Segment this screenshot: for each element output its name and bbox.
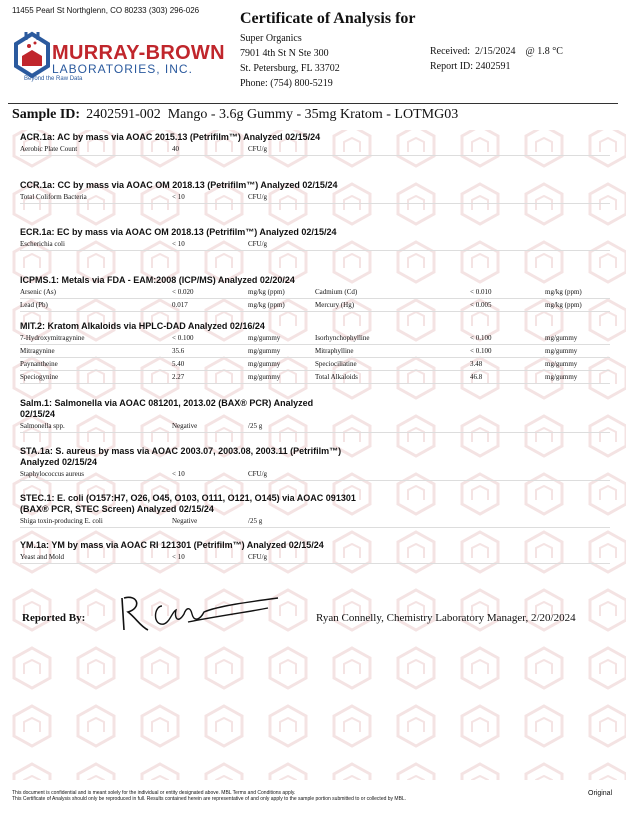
analyte-name: Arsenic (As) xyxy=(20,288,56,296)
footer-line-1: This document is confidential and is meant solely for the individual or entity designated above. MBL Terms and Conditions apply. xyxy=(12,790,296,796)
result-unit: mg/gummy xyxy=(545,373,578,381)
analysis-section xyxy=(20,493,610,528)
analysis-section xyxy=(20,275,610,312)
result-value: 40 xyxy=(172,145,179,153)
analysis-section-title: ACR.1a: AC by mass via AOAC 2015.13 (Petrifilm™) Analyzed 02/15/24 xyxy=(20,132,321,142)
result-value: < 0.020 xyxy=(172,288,194,296)
result-value: < 0.005 xyxy=(470,301,492,309)
analysis-section-title: STEC.1: E. coli (O157:H7, O26, O45, O103, O111, O121, O145) via AOAC 091301 (BAX® PCR, STEC Screen) Analyzed 02/15/24 xyxy=(20,493,356,514)
result-value: < 10 xyxy=(172,240,185,248)
result-value: < 0.100 xyxy=(470,334,492,342)
flask-icon xyxy=(16,32,48,76)
analysis-section-title: MIT.2: Kratom Alkaloids via HPLC-DAD Analyzed 02/16/24 xyxy=(20,321,265,331)
analysis-section xyxy=(20,446,610,481)
result-value: Negative xyxy=(172,422,198,430)
analysis-section xyxy=(20,132,610,156)
analyte-name: Salmonella spp. xyxy=(20,422,65,430)
analyte-name: Escherichia coli xyxy=(20,240,65,248)
customer-block xyxy=(240,31,340,91)
original-label: Original xyxy=(588,790,613,797)
result-value: < 10 xyxy=(172,470,185,478)
analyte-name: Mercury (Hg) xyxy=(315,301,355,309)
result-row xyxy=(20,238,610,251)
result-row xyxy=(20,358,610,371)
analysis-section-title: ICPMS.1: Metals via FDA - EAM:2008 (ICP/MS) Analyzed 02/20/24 xyxy=(20,275,295,285)
result-row xyxy=(20,371,610,384)
result-value: < 0.100 xyxy=(470,347,492,355)
lab-address: 11455 Pearl St Northglenn, CO 80233 (303) 296-026 xyxy=(12,6,200,15)
analysis-section xyxy=(20,540,610,564)
result-row xyxy=(20,286,610,299)
analyte-name: 7-Hydroxymitragynine xyxy=(20,334,85,342)
result-unit: /25 g xyxy=(248,422,263,430)
footer-disclaimer xyxy=(12,790,406,802)
result-row xyxy=(20,551,610,564)
result-row xyxy=(20,299,610,312)
sample-id-value: 2402591-002 Mango - 3.6g Gummy - 35mg Kratom - LOTMG03 xyxy=(86,107,459,122)
result-unit: mg/kg (ppm) xyxy=(248,301,285,309)
logo-wordmark: MURRAY-BROWN xyxy=(52,42,225,64)
analysis-section-title: YM.1a: YM by mass via AOAC RI 121301 (Petrifilm™) Analyzed 02/15/24 xyxy=(20,540,324,550)
result-unit: CFU/g xyxy=(248,470,268,478)
result-unit: mg/gummy xyxy=(248,347,281,355)
result-row xyxy=(20,420,610,433)
result-unit: mg/kg (ppm) xyxy=(248,288,285,296)
analyte-name: Paynantheine xyxy=(20,360,58,368)
analyte-name: Lead (Pb) xyxy=(20,301,48,309)
analysis-section-title: STA.1a: S. aureus by mass via AOAC 2003.07, 2003.08, 2003.11 (Petrifilm™) Analyzed 02/15/24 xyxy=(20,446,342,467)
result-unit: CFU/g xyxy=(248,193,268,201)
result-value: 2.27 xyxy=(172,373,185,381)
analyte-name: Mitraphylline xyxy=(315,347,354,355)
result-value: 46.8 xyxy=(470,373,483,381)
analysis-section xyxy=(20,180,610,204)
sample-id-label: Sample ID: xyxy=(12,107,81,122)
result-unit: mg/kg (ppm) xyxy=(545,288,582,296)
analyte-name: Total Coliform Bacteria xyxy=(20,193,87,201)
customer-city: St. Petersburg, FL 33702 xyxy=(240,63,340,74)
analyte-name: Cadmium (Cd) xyxy=(315,288,358,296)
analyte-name: Speciociliatine xyxy=(315,360,357,368)
result-value: Negative xyxy=(172,517,198,525)
result-unit: mg/gummy xyxy=(248,360,281,368)
result-unit: mg/gummy xyxy=(248,373,281,381)
result-unit: mg/kg (ppm) xyxy=(545,301,582,309)
result-value: 3.48 xyxy=(470,360,483,368)
analysis-section xyxy=(20,321,610,384)
customer-street: 7901 4th St N Ste 300 xyxy=(240,48,329,59)
customer-name: Super Organics xyxy=(240,33,302,44)
page-title: Certificate of Analysis for xyxy=(240,10,416,27)
analyte-name: Shiga toxin-producing E. coli xyxy=(20,517,103,525)
receipt-block xyxy=(430,44,563,74)
result-value: < 0.100 xyxy=(172,334,194,342)
analysis-section xyxy=(20,398,610,433)
result-value: 5.40 xyxy=(172,360,185,368)
result-unit: /25 g xyxy=(248,517,263,525)
result-row xyxy=(20,191,610,204)
result-row xyxy=(20,515,610,528)
lab-logo xyxy=(10,26,225,86)
result-value: 0.017 xyxy=(172,301,188,309)
result-value: < 0.010 xyxy=(470,288,492,296)
logo-subtitle: LABORATORIES, INC. xyxy=(52,62,193,76)
analysis-section-title: CCR.1a: CC by mass via AOAC OM 2018.13 (Petrifilm™) Analyzed 02/15/24 xyxy=(20,180,338,190)
result-row xyxy=(20,468,610,481)
analyte-name: Aerobic Plate Count xyxy=(20,145,78,153)
reported-by-name: Ryan Connelly, Chemistry Laboratory Manager, 2/20/2024 xyxy=(316,612,576,624)
result-row xyxy=(20,143,610,156)
result-unit: CFU/g xyxy=(248,240,268,248)
result-unit: mg/gummy xyxy=(545,360,578,368)
analyte-name: Speciogynine xyxy=(20,373,59,381)
sample-id-line xyxy=(12,107,458,123)
logo-tagline: Beyond the Raw Data xyxy=(24,76,83,82)
result-value: 35.6 xyxy=(172,347,185,355)
result-unit: CFU/g xyxy=(248,145,268,153)
analysis-section-title: ECR.1a: EC by mass via AOAC OM 2018.13 (Petrifilm™) Analyzed 02/15/24 xyxy=(20,227,337,237)
analyte-name: Isorhynchophylline xyxy=(315,334,370,342)
result-value: < 10 xyxy=(172,553,185,561)
analyte-name: Total Alkaloids xyxy=(315,373,358,381)
result-unit: mg/gummy xyxy=(545,334,578,342)
result-value: < 10 xyxy=(172,193,185,201)
signature-image xyxy=(118,592,288,634)
analyte-name: Staphylococcus aureus xyxy=(20,470,84,478)
header-divider xyxy=(8,103,618,104)
footer-line-2: This Certificate of Analysis should only be reproduced in full. Results contained herein are representative of and only apply to the sample portion submitted to or collected by MBL. xyxy=(12,796,407,802)
result-unit: CFU/g xyxy=(248,553,268,561)
result-row xyxy=(20,345,610,358)
customer-phone: Phone: (754) 800-5219 xyxy=(240,78,333,89)
received-info: Received: 2/15/2024 @ 1.8 °C xyxy=(430,46,563,57)
analysis-section xyxy=(20,227,610,251)
analyte-name: Mitragynine xyxy=(20,347,55,355)
analyte-name: Yeast and Mold xyxy=(20,553,65,561)
reported-by-label: Reported By: xyxy=(22,612,86,624)
result-unit: mg/gummy xyxy=(545,347,578,355)
report-id: Report ID: 2402591 xyxy=(430,61,511,72)
result-unit: mg/gummy xyxy=(248,334,281,342)
result-row xyxy=(20,332,610,345)
analysis-section-title: Salm.1: Salmonella via AOAC 081201, 2013.02 (BAX® PCR) Analyzed 02/15/24 xyxy=(20,398,314,419)
